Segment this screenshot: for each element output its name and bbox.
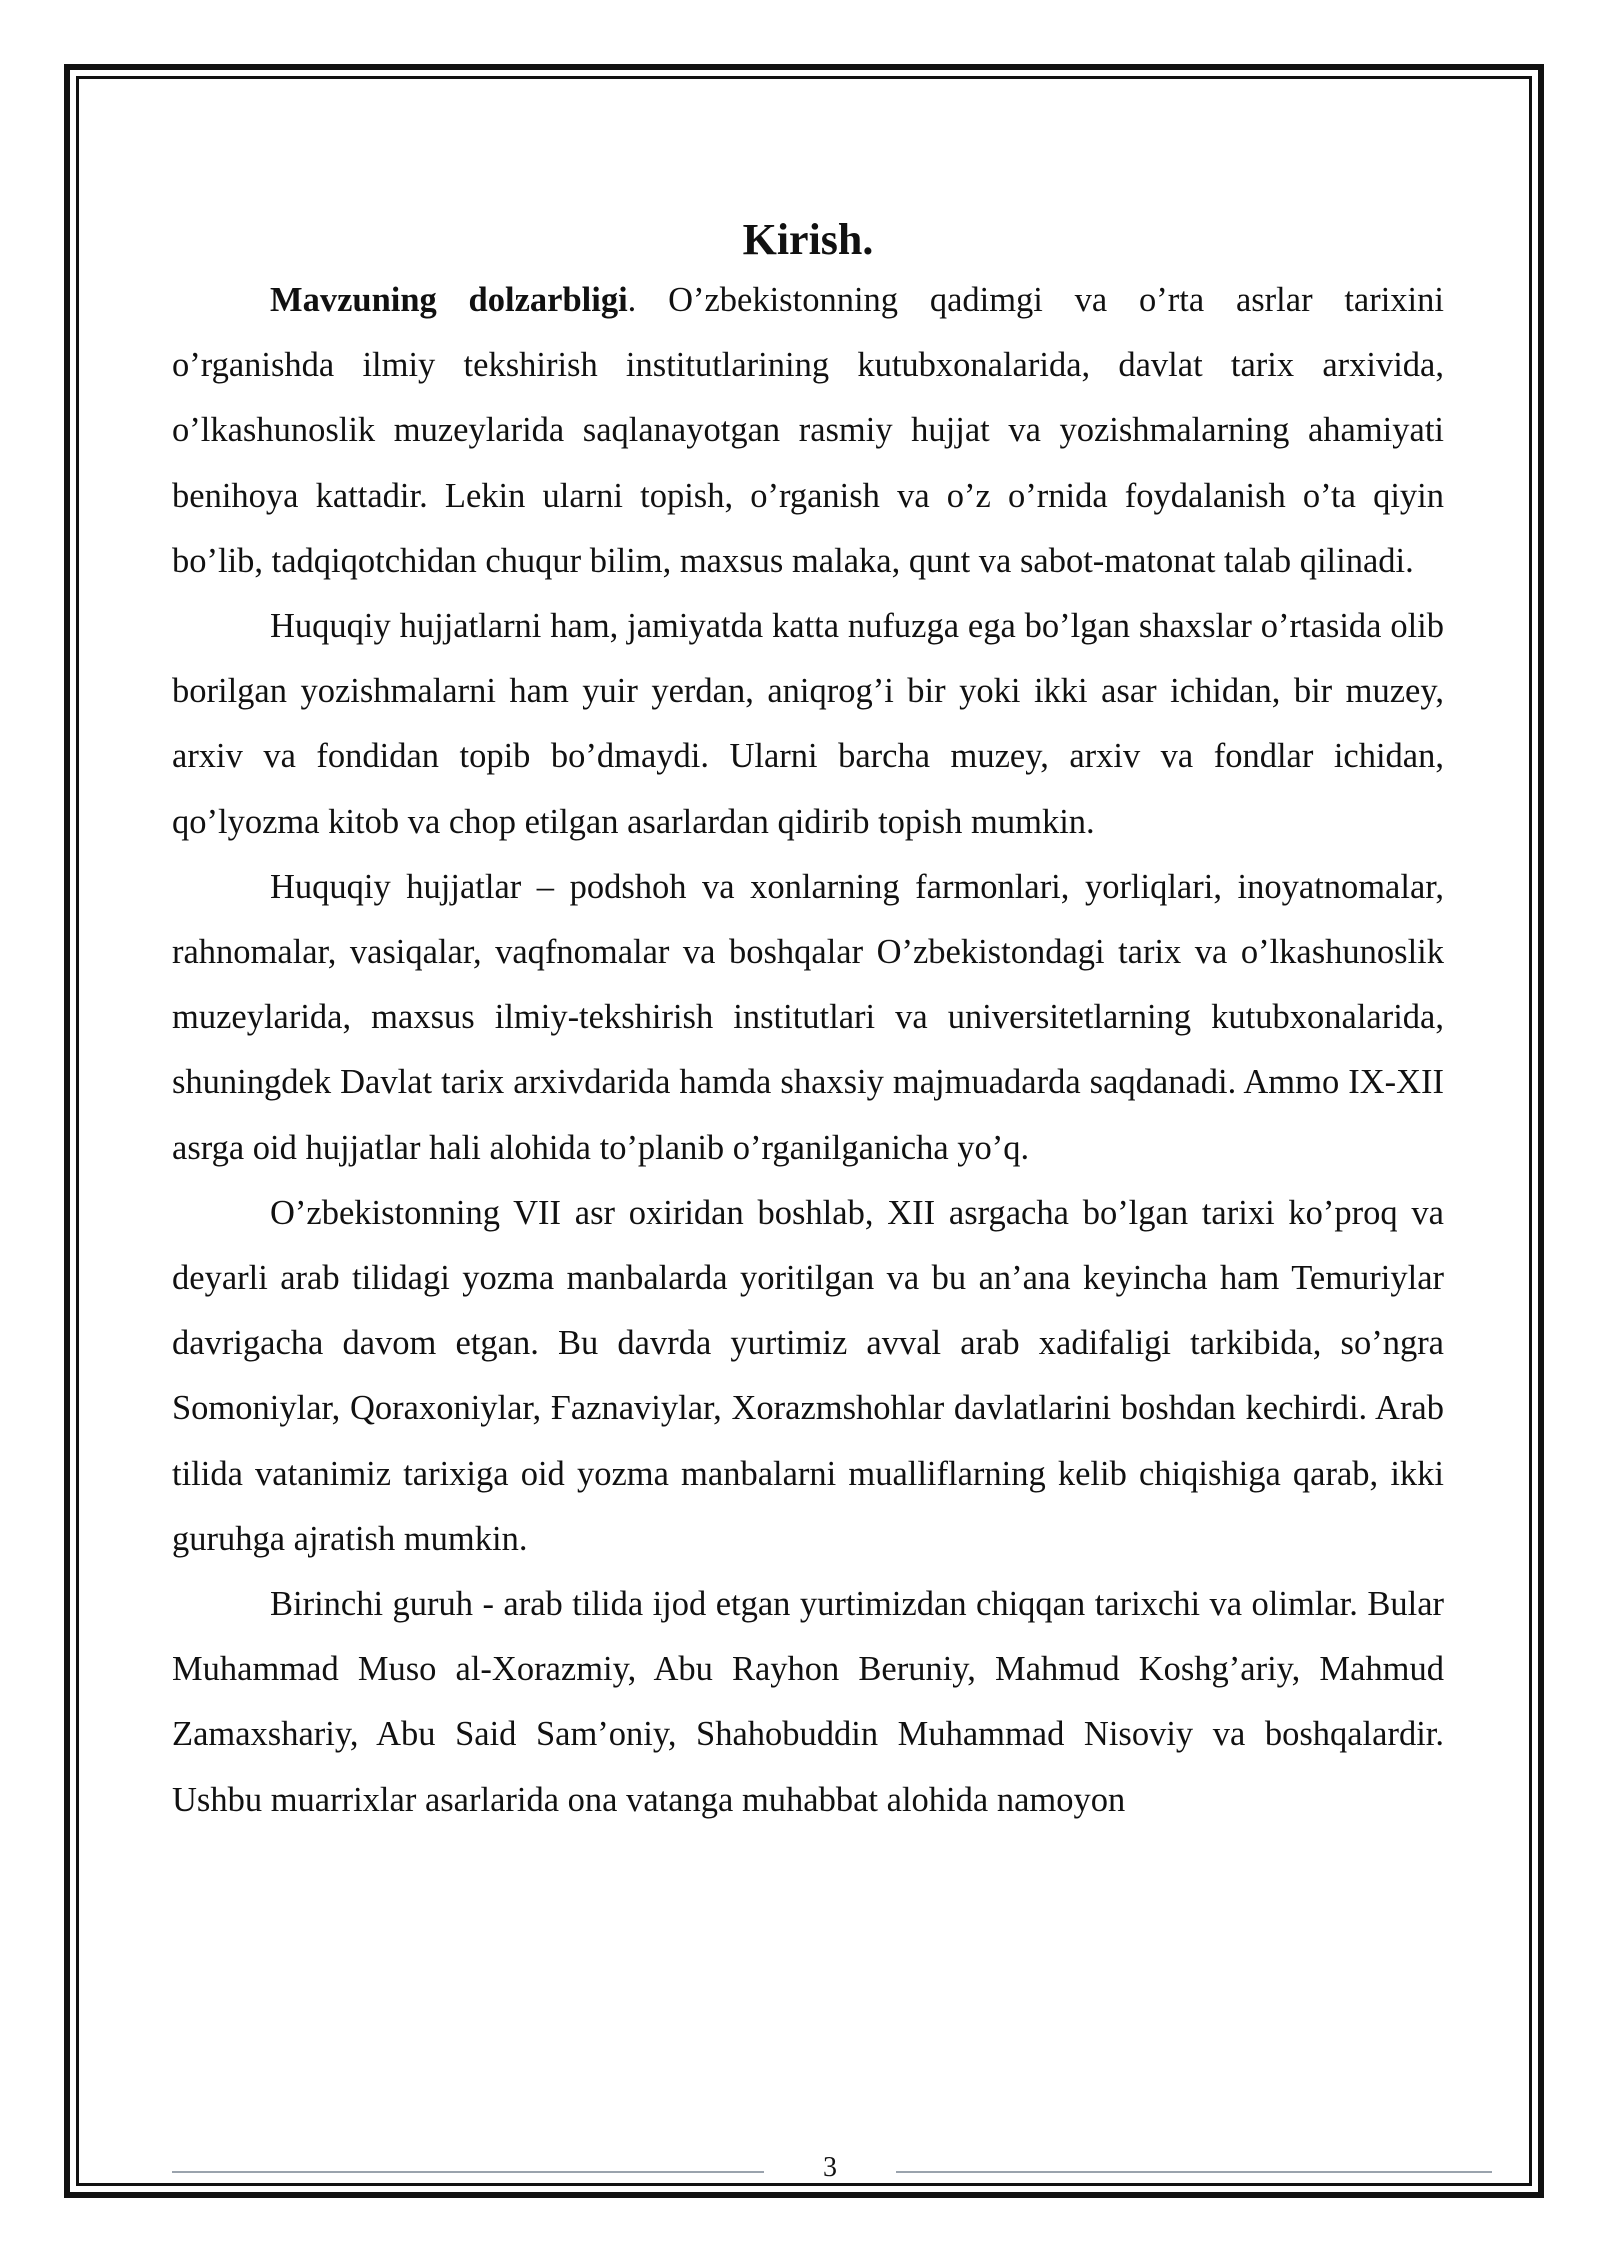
- paragraph-history-sources: O’zbekistonning VII asr oxiridan boshlab, XII asrgacha bo’lgan tarixi ko’proq va deyarli arab tilidagi yozma manbalarda yoritilgan va bu an’ana keyincha ham Temuriylar davrigacha davom etgan. Bu davrda yurtimiz avval arab xadifaligi tarkibida, so’ngra Somoniylar, Qoraxoniylar, Ғaznaviylar, Xorazmshohlar davlatlarini boshdan kechirdi. Arab tilida vatanimiz tarixiga oid yozma manbalarni mualliflarning kelib chiqishiga qarab, ikki guruhga ajratish mumkin.: [172, 1193, 1444, 1558]
- paragraph-text: . O’zbekistonning qadimgi va o’rta asrlar tarixini o’rganishda ilmiy tekshirish institutlarining kutubxonalarida, davlat tarix arxivida, o’lkashunoslik muzeylarida saqlanayotgan rasmiy hujjat va yozishmalarning ahamiyati benihoya kattadir. Lekin ularni topish, o’rganish va o’z o’rnida foydalanish o’ta qiyin bo’lib, tadqiqotchidan chuqur bilim, maxsus malaka, qunt va sabot-matonat talab qilinadi.: [172, 281, 1444, 580]
- page-title: Kirish.: [742, 215, 874, 264]
- paragraph-first-group: Birinchi guruh - arab tilida ijod etgan yurtimizdan chiqqan tarixchi va olimlar. Bular Muhammad Muso al-Xorazmiy, Abu Rayhon Beruniy, Mahmud Koshg’ariy, Mahmud Zamaxshariy, Abu Said Sam’oniy, Shahobuddin Muhammad Nisoviy va boshqalardir. Ushbu muarrixlar asarlarida ona vatanga muhabbat alohida namoyon: [172, 1585, 1444, 1819]
- page-number: 3: [823, 2152, 837, 2183]
- paragraph-legal-documents: Huquqiy hujjatlarni ham, jamiyatda katta nufuzga ega bo’lgan shaxslar o’rtasida olib borilgan yozishmalarni ham yuir yerdan, aniqrog’i bir yoki ikki asar ichidan, bir muzey, arxiv va fondidan topib bo’dmaydi. Ularni barcha muzey, arxiv va fondlar ichidan, qo’lyozma kitob va chop etilgan asarlardan qidirib topish mumkin.: [172, 607, 1444, 841]
- relevance-heading: Mavzuning dolzarbligi: [270, 281, 628, 319]
- footer-rule-left: [172, 2171, 764, 2173]
- paragraph-legal-documents-types: Huquqiy hujjatlar – podshoh va xonlarning farmonlari, yorliqlari, inoyatnomalar, rahnomalar, vasiqalar, vaqfnomalar va boshqalar O’zbekistondagi tarix va o’lkashunoslik muzeylarida, maxsus ilmiy-tekshirish institutlari va universitetlarning kutubxonalarida, shuningdek Davlat tarix arxivdarida hamda shaxsiy majmuadarda saqdanadi. Ammo IX-XII asrga oid hujjatlar hali alohida to’planib o’rganilganicha yo’q.: [172, 867, 1444, 1167]
- footer-rule-right: [896, 2171, 1492, 2173]
- paragraph-relevance: [172, 268, 1444, 594]
- page-content: [172, 212, 1444, 1833]
